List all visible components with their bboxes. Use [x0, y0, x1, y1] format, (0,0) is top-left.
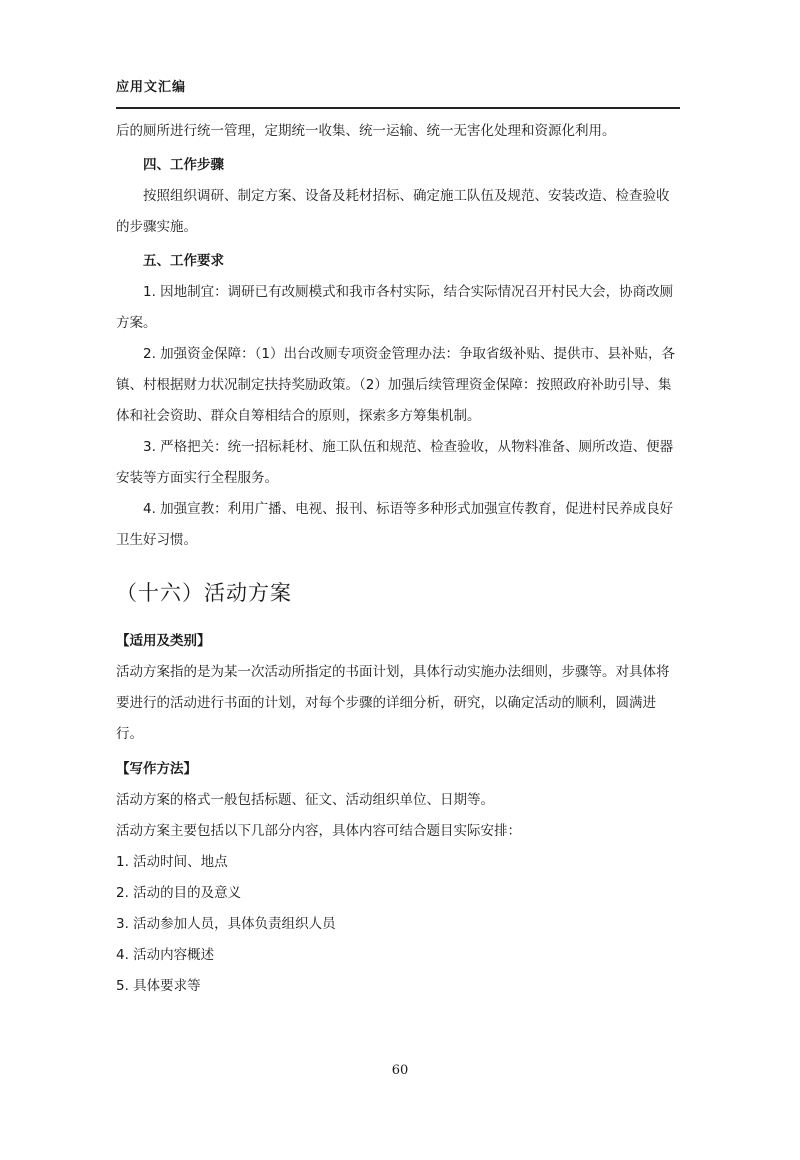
section-heading-requirements: 五、工作要求 [143, 253, 224, 269]
section-title: （十六）活动方案 [116, 581, 292, 605]
paragraph-steps: 按照组织调研、制定方案、设备及耗材招标、确定施工队伍及规范、安装改造、检查验收的步骤实施。 [116, 188, 670, 235]
running-header: 应用文汇编 [116, 80, 187, 95]
scope-heading: 【适用及类别】 [116, 633, 211, 649]
paragraph-continuation: 后的厕所进行统一管理，定期统一收集、统一运输、统一无害化处理和资源化利用。 [116, 123, 616, 139]
scope-paragraph: 活动方案指的是为某一次活动所指定的书面计划，具体行动实施办法细则，步骤等。对具体将要进行的活动进行书面的计划，对每个步骤的详细分析，研究，以确定活动的顺利，圆满进行。 [116, 664, 670, 742]
method-paragraph-2: 活动方案主要包括以下几部分内容，具体内容可结合题目实际安排： [116, 823, 521, 839]
requirement-1: 1. 因地制宜：调研已有改厕模式和我市各村实际，结合实际情况召开村民大会，协商改厕方案。 [116, 284, 674, 331]
requirement-2: 2. 加强资金保障：（1）出台改厕专项资金管理办法：争取省级补贴、提供市、县补贴，各镇、村根据财力状况制定扶持奖励政策。（2）加强后续管理资金保障：按照政府补助引导、集体和社会资助、群众自筹相结合的原则，探索多方筹集机制。 [116, 346, 676, 424]
list-item: 2. 活动的目的及意义 [116, 885, 242, 901]
list-item: 3. 活动参加人员，具体负责组织人员 [116, 916, 336, 932]
header-rule [116, 107, 680, 109]
requirement-3: 3. 严格把关：统一招标耗材、施工队伍和规范、检查验收，从物料准备、厕所改造、便器安装等方面实行全程服务。 [116, 439, 674, 486]
method-paragraph-1: 活动方案的格式一般包括标题、征文、活动组织单位、日期等。 [116, 792, 494, 808]
requirement-4: 4. 加强宣教：利用广播、电视、报刊、标语等多种形式加强宣传教育，促进村民养成良好卫生好习惯。 [116, 501, 674, 548]
section-heading-steps: 四、工作步骤 [143, 157, 224, 173]
list-item: 1. 活动时间、地点 [116, 854, 228, 870]
list-item: 4. 活动内容概述 [116, 947, 215, 963]
page-number: 60 [391, 1063, 409, 1078]
page-body [116, 116, 682, 1002]
method-heading: 【写作方法】 [116, 761, 197, 777]
list-item: 5. 具体要求等 [116, 978, 201, 994]
